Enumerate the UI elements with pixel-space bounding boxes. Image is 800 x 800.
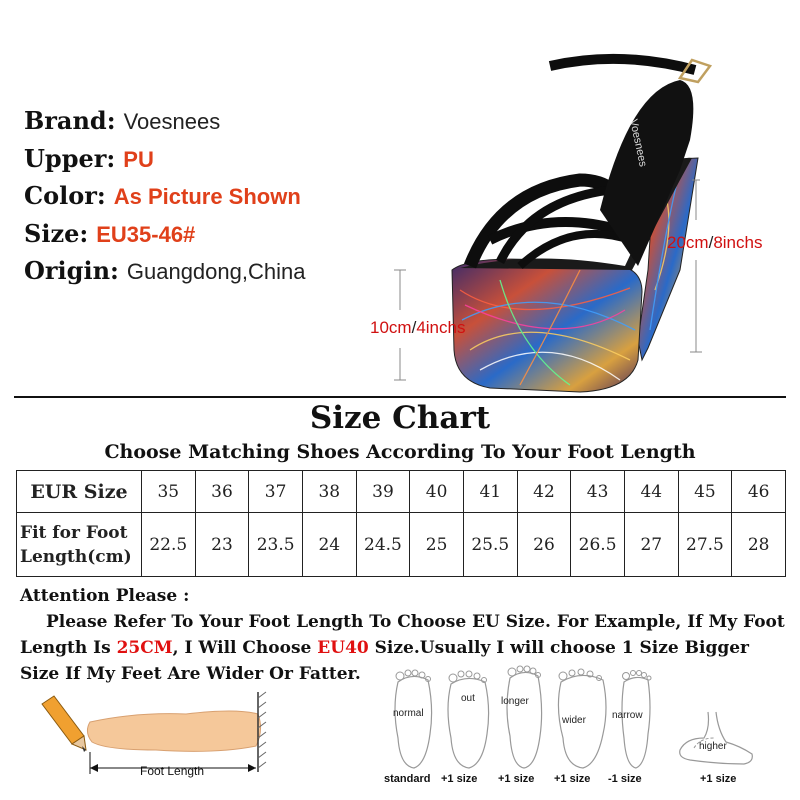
example-eu-size: EU40 bbox=[317, 638, 369, 658]
foot-length-header-line1: Fit for Foot bbox=[20, 522, 128, 543]
spec-value: Guangdong,China bbox=[126, 259, 306, 284]
eur-size-header: EUR Size bbox=[17, 471, 142, 513]
platform-sandal-image bbox=[380, 30, 800, 400]
foot-length-cell: 25.5 bbox=[463, 513, 517, 577]
foot-type-caption: +1 size bbox=[700, 773, 737, 785]
separator: / bbox=[411, 318, 417, 337]
example-foot-length: 25CM bbox=[116, 638, 173, 658]
foot-type-label: longer bbox=[501, 696, 529, 707]
foot-length-cell: 24 bbox=[302, 513, 356, 577]
spec-value: Voesnees bbox=[123, 109, 221, 134]
foot-length-cell: 25 bbox=[410, 513, 464, 577]
foot-type-caption: +1 size bbox=[554, 773, 591, 785]
foot-length-cell: 28 bbox=[732, 513, 786, 577]
eur-size-cell: 35 bbox=[141, 471, 195, 513]
foot-type-label: wider bbox=[562, 715, 586, 726]
attention-text-part: Size.Usually I will choose 1 Size Bigger Size If My Feet Are Wider Or Fatter. bbox=[20, 638, 749, 684]
foot-length-label: Foot Length bbox=[140, 764, 205, 778]
foot-type-caption: +1 size bbox=[441, 773, 478, 785]
foot-type-caption: +1 size bbox=[498, 773, 535, 785]
section-divider bbox=[14, 396, 786, 398]
foot-length-cell: 23.5 bbox=[249, 513, 303, 577]
product-specs bbox=[24, 106, 305, 294]
foot-higher-icon bbox=[668, 708, 758, 768]
eur-size-cell: 41 bbox=[463, 471, 517, 513]
foot-length-cell: 27 bbox=[624, 513, 678, 577]
eur-size-cell: 37 bbox=[249, 471, 303, 513]
product-image bbox=[370, 30, 800, 400]
attention-title: Attention Please : bbox=[20, 586, 190, 606]
spec-color bbox=[24, 181, 305, 219]
foot-length-cell: 23 bbox=[195, 513, 249, 577]
eur-size-cell: 46 bbox=[732, 471, 786, 513]
platform-height-label bbox=[370, 318, 465, 338]
foot-out-icon bbox=[441, 668, 493, 772]
foot-longer-icon bbox=[498, 664, 550, 772]
heel-height-imperial: 8inchs bbox=[713, 233, 763, 252]
foot-length-header bbox=[17, 513, 142, 577]
size-chart-table bbox=[16, 470, 786, 577]
foot-normal-icon bbox=[386, 668, 438, 772]
spec-value: PU bbox=[123, 146, 154, 172]
foot-length-cell: 26 bbox=[517, 513, 571, 577]
foot-type-caption: standard bbox=[384, 773, 431, 785]
spec-key: Origin: bbox=[24, 256, 119, 285]
spec-brand bbox=[24, 106, 305, 144]
foot-type-caption: -1 size bbox=[608, 773, 642, 785]
pencil-icon bbox=[42, 696, 86, 752]
platform-height-metric: 10cm bbox=[370, 318, 412, 337]
platform-height-imperial: 4inchs bbox=[416, 318, 466, 337]
foot-length-cell: 22.5 bbox=[141, 513, 195, 577]
eur-size-cell: 40 bbox=[410, 471, 464, 513]
eur-size-cell: 45 bbox=[678, 471, 732, 513]
spec-key: Color: bbox=[24, 181, 106, 210]
foot-length-row bbox=[17, 513, 786, 577]
spec-origin bbox=[24, 256, 305, 294]
attention-text-part: Please Refer To Your Foot Length To Choose EU Size. For Example, If My Foot Length Is bbox=[20, 612, 785, 658]
foot-type-label: narrow bbox=[612, 710, 643, 721]
foot-type-label: higher bbox=[699, 741, 727, 752]
heel-height-metric: 20cm bbox=[667, 233, 709, 252]
attention-text-part: , I Will Choose bbox=[172, 638, 318, 658]
foot-length-cell: 24.5 bbox=[356, 513, 410, 577]
foot-length-cell: 27.5 bbox=[678, 513, 732, 577]
eur-size-row bbox=[17, 471, 786, 513]
spec-key: Upper: bbox=[24, 143, 116, 173]
foot-length-header-line2: Length(cm) bbox=[20, 546, 132, 567]
heel-height-label bbox=[667, 233, 762, 253]
foot-type-label: normal bbox=[393, 708, 424, 719]
spec-value: EU35-46# bbox=[96, 221, 196, 247]
foot-type-label: out bbox=[461, 693, 475, 704]
foot-length-cell: 26.5 bbox=[571, 513, 625, 577]
separator: / bbox=[708, 233, 714, 252]
eur-size-cell: 42 bbox=[517, 471, 571, 513]
eur-size-cell: 39 bbox=[356, 471, 410, 513]
brand-print: Voesnees bbox=[627, 118, 649, 168]
eur-size-cell: 36 bbox=[195, 471, 249, 513]
eur-size-cell: 43 bbox=[571, 471, 625, 513]
spec-upper bbox=[24, 144, 305, 182]
size-chart-title: Size Chart bbox=[309, 400, 491, 436]
spec-size bbox=[24, 219, 305, 257]
eur-size-cell: 44 bbox=[624, 471, 678, 513]
size-chart-subtitle: Choose Matching Shoes According To Your Foot Length bbox=[104, 441, 696, 463]
eur-size-cell: 38 bbox=[302, 471, 356, 513]
spec-key: Brand: bbox=[24, 106, 116, 135]
spec-key: Size: bbox=[24, 218, 89, 248]
foot-side-icon bbox=[87, 711, 260, 751]
spec-value: As Picture Shown bbox=[113, 184, 301, 209]
